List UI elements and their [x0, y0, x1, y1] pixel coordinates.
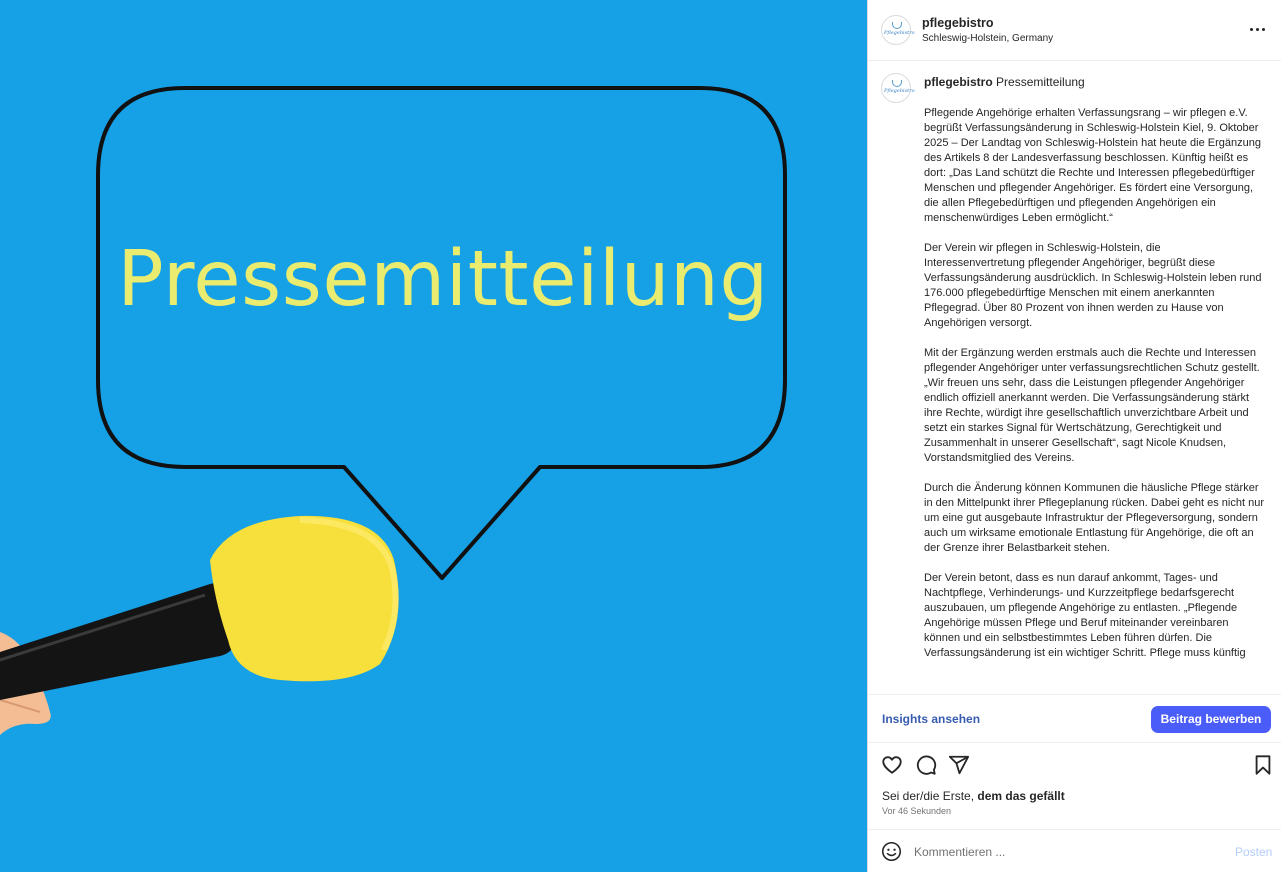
- bubble-title: Pressemitteilung: [117, 235, 769, 324]
- post-side-panel: [867, 0, 1280, 872]
- share-icon[interactable]: [948, 754, 970, 776]
- post-comment-button[interactable]: Posten: [1235, 845, 1273, 859]
- avatar-logo-text: Pflegebistro: [884, 88, 915, 94]
- comment-input[interactable]: [914, 842, 1214, 862]
- microphone-handle: [0, 583, 236, 700]
- caption-paragraph: Pflegende Angehörige erhalten Verfassungsrang – wir pflegen e.V. begrüßt Verfassungsänderung in Schleswig-Holstein Kiel, 9. Oktober 2025 – Der Landtag von Schleswig-Holstein hat heute die Ergänzung des Artikels 8 der Landesverfassung beschlossen. Künftig heißt es dort: „Das Land schützt die Rechte und Interessen pflegebedürftiger Menschen und pflegender Angehöriger. Es fördert eine Versorgung, die allen Pflegebedürftigen und pflegenden Angehörigen ein menschenwürdiges Leben ermöglicht.“: [924, 107, 1261, 224]
- speech-bubble-shape: [98, 88, 785, 578]
- likes-summary: [882, 789, 1065, 803]
- emoji-icon[interactable]: [881, 841, 902, 862]
- likes-link[interactable]: dem das gefällt: [977, 789, 1065, 803]
- avatar[interactable]: [881, 15, 915, 45]
- post-header: [868, 0, 1281, 61]
- caption-paragraph: Der Verein betont, dass es nun darauf ankommt, Tages- und Nachtpflege, Verhinderungs- und Kurzzeitpflege bedarfsgerecht auszubauen, um pflegende Angehörige zu entlasten. „Pflegende Angehörige müssen Pflege und Beruf miteinander vereinbaren können und ein selbstbestimmtes Leben führen dürfen. Die Verfassungsänderung ist ein wichtiger Schritt. Pflege muss künftig: [924, 572, 1246, 659]
- comment-icon[interactable]: [915, 754, 937, 776]
- action-bar: [868, 750, 1281, 780]
- post-timestamp[interactable]: Vor 46 Sekunden: [882, 806, 952, 816]
- avatar-logo-text: Pflegebistro: [884, 30, 915, 36]
- caption-paragraph: Mit der Ergänzung werden erstmals auch die Rechte und Interessen pflegender Angehöriger unter verfassungsrechtlichen Schutz gestellt. „Wir freuen uns sehr, dass die Leistungen pflegender Angehöriger endlich offiziell anerkannt werden. Die Verfassungsänderung stärkt ihre Rechte, würdigt ihre gesellschaftlich unverzichtbare Arbeit und setzt ein starkes Signal für Wertschätzung, Gerechtigkeit und Zusammenhalt in unserer Gesellschaft“, sagt Nicole Knudsen, Vorstandsmitglied des Vereins.: [924, 347, 1260, 464]
- more-options-icon[interactable]: [1249, 21, 1267, 39]
- boost-post-button[interactable]: Beitrag bewerben: [1151, 706, 1271, 733]
- location-link[interactable]: Schleswig-Holstein, Germany: [922, 33, 1054, 44]
- heart-icon[interactable]: [881, 754, 903, 776]
- caption-paragraph: Der Verein wir pflegen in Schleswig-Holstein, die Interessenvertretung pflegender Angehöriger, begrüßt diese Verfassungsänderung ausdrücklich. In Schleswig-Holstein leben rund 176.000 pflegebedürftige Menschen mit einem anerkannten Pflegegrad. Über 80 Prozent von ihnen werden zu Hause von Angehörigen versorgt.: [924, 242, 1262, 329]
- caption-scroll-area[interactable]: [868, 61, 1281, 694]
- bookmark-icon[interactable]: [1252, 754, 1274, 776]
- likes-prefix: Sei der/die Erste,: [882, 789, 978, 803]
- caption-headline: Pressemitteilung: [996, 75, 1085, 89]
- cup-icon: [892, 80, 902, 87]
- caption-text: [924, 106, 1264, 676]
- insights-bar: [868, 694, 1281, 743]
- cup-icon: [892, 22, 902, 29]
- caption-paragraph: Durch die Änderung können Kommunen die häusliche Pflege stärker in den Mittelpunkt ihrer Pflegeplanung rücken. Dabei geht es nicht nur um eine gut ausgebaute Infrastruktur der Pflegeversorgung, sondern auch um wirksame emotionale Entlastung für Angehörige, die oft an der Grenze ihrer Belastbarkeit stehen.: [924, 482, 1264, 554]
- avatar[interactable]: [881, 73, 915, 103]
- caption-username[interactable]: pflegebistro: [924, 75, 993, 89]
- comment-bar: [868, 829, 1281, 872]
- caption-heading: [924, 75, 1085, 89]
- username-link[interactable]: pflegebistro: [922, 16, 994, 30]
- view-insights-link[interactable]: Insights ansehen: [882, 712, 981, 726]
